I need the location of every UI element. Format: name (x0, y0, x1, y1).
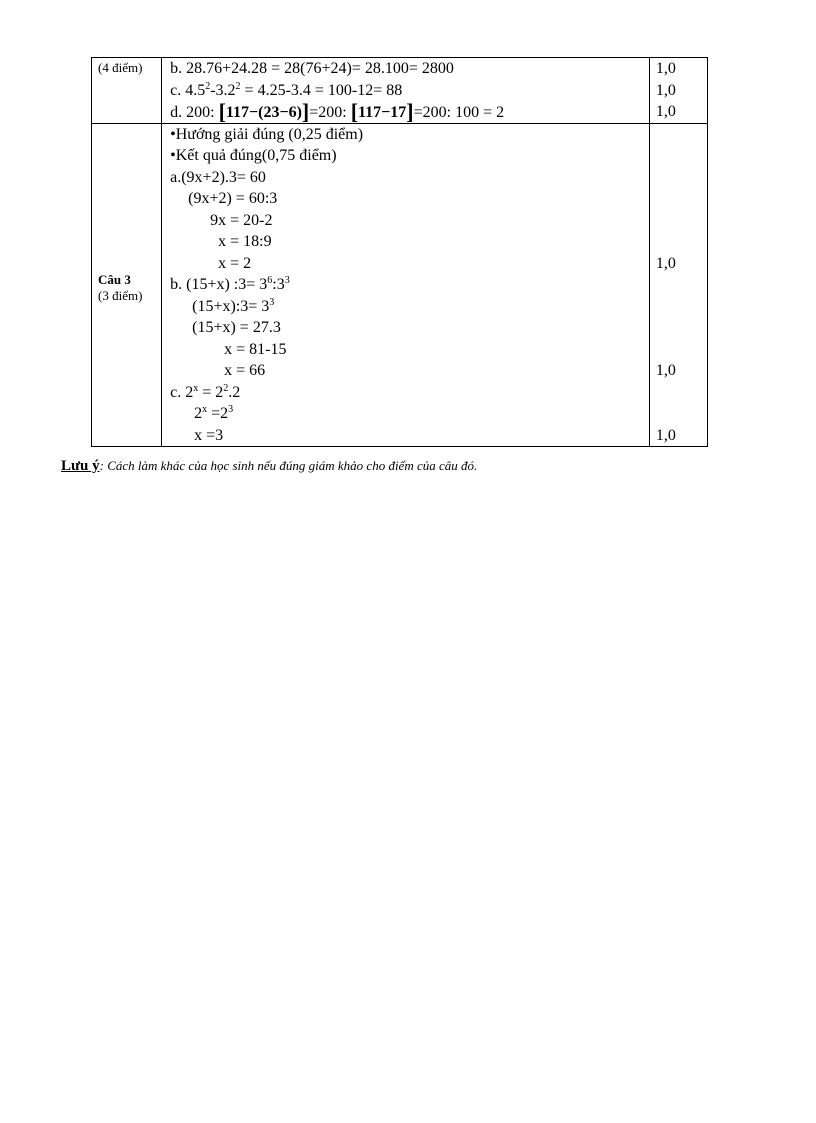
question-cell-q2 (92, 58, 162, 124)
note-label: Lưu ý (61, 458, 100, 474)
q3-b-line2 (162, 296, 649, 318)
q3-a-line4: x = 18:9 (218, 233, 272, 250)
q2-c-part1: c. 4.5 (170, 81, 206, 99)
q3-c-line1 (162, 382, 649, 404)
q3-c-l1-part2: = 2 (198, 383, 224, 401)
q3-c-l2-exponent1: x (202, 404, 208, 415)
q3-b-l1-exponent2: 3 (284, 275, 290, 286)
q3-a-line5: x = 2 (218, 254, 252, 272)
q3-b-line5: x = 66 (224, 362, 266, 379)
q2-c-exponent2: 2 (235, 80, 241, 92)
mark-spacer (650, 403, 707, 425)
q3-c-l1-part1: c. 2 (170, 383, 194, 401)
q2-d-part3: =200: 100 = 2 (413, 104, 505, 121)
mark-spacer (650, 274, 707, 296)
q3-c-l2-part1: 2 (194, 405, 203, 422)
solution-cell-q2 (162, 58, 650, 124)
answer-table (91, 57, 708, 447)
q3-guide-result: •Kết quả đúng(0,75 điểm) (170, 147, 337, 164)
mark-q3-c: 1,0 (655, 426, 676, 444)
q2-d-part2: =200: (309, 104, 351, 121)
mark-spacer (650, 124, 707, 146)
mark-spacer (650, 317, 707, 339)
q3-a-line1: a.(9x+2).3= 60 (170, 168, 266, 186)
q2-line-b: b. 28.76+24.28 = 28(76+24)= 28.100= 2800 (170, 60, 454, 77)
q2-points: (4 điểm) (98, 60, 143, 75)
mark-q2-d: 1,0 (655, 103, 676, 120)
q3-c-l1-part3: .2 (228, 383, 241, 401)
q3-c-line2 (162, 403, 649, 425)
q3-guide-direction: •Hướng giải đúng (0,25 điểm) (170, 125, 364, 143)
mark-spacer (650, 167, 707, 189)
mark-spacer (650, 210, 707, 232)
q3-b-line3: (15+x) = 27.3 (192, 319, 281, 336)
q3-a-line2: (9x+2) = 60:3 (188, 190, 278, 207)
mark-q3-a: 1,0 (655, 254, 676, 272)
q3-c-line3: x =3 (194, 426, 224, 444)
q2-line-c (162, 80, 649, 102)
marks-cell-q3 (649, 123, 707, 447)
q3-b-line1 (162, 274, 649, 296)
mark-q3-b: 1,0 (655, 362, 676, 379)
mark-q2-c: 1,0 (655, 81, 676, 99)
mark-spacer (650, 231, 707, 253)
q2-line-d (162, 101, 649, 123)
mark-spacer (650, 296, 707, 318)
solution-cell-q3 (162, 123, 650, 447)
marks-cell-q2 (649, 58, 707, 124)
q3-b-line4: x = 81-15 (224, 340, 287, 358)
note-text: : Cách làm khác của học sinh nếu đúng giám khảo cho điểm của câu đó. (99, 458, 478, 473)
q2-d-expr1: 117−(23−6) (225, 104, 302, 121)
q3-b-l1-part2: :3 (272, 276, 285, 293)
mark-spacer (650, 145, 707, 167)
note (61, 458, 477, 475)
q3-c-l2-exponent2: 3 (228, 404, 234, 415)
mark-spacer (650, 382, 707, 404)
q3-b-l1-exponent1: 6 (267, 275, 273, 286)
q2-d-bracket-open: [ (218, 99, 226, 124)
q2-d-bracket-close: ] (301, 99, 310, 124)
table-row-q3 (92, 123, 708, 447)
q3-b-l1-part1: b. (15+x) :3= 3 (170, 276, 268, 293)
q2-c-exponent1: 2 (205, 80, 211, 92)
q3-c-l2-part2: =2 (207, 405, 229, 422)
q3-c-l1-exponent2: 2 (223, 382, 229, 394)
q2-d-expr2: 117−17 (358, 104, 407, 121)
q3-a-line3: 9x = 20-2 (210, 211, 273, 229)
q3-points: (3 điểm) (98, 287, 143, 303)
q2-c-part3: = 4.25-3.4 = 100-12= 88 (240, 81, 403, 99)
q2-c-part2: -3.2 (210, 81, 236, 99)
table-row-q2 (92, 58, 708, 124)
q3-c-l1-exponent1: x (193, 382, 199, 394)
mark-spacer (650, 339, 707, 361)
question-cell-q3 (92, 123, 162, 447)
q2-d-bracket-close2: ] (406, 99, 414, 124)
mark-q2-b: 1,0 (655, 60, 676, 77)
q3-b-l2-exponent: 3 (269, 296, 275, 308)
q2-d-part1: d. 200: (170, 104, 219, 121)
mark-spacer (650, 188, 707, 210)
q2-d-bracket-open2: [ (350, 99, 359, 124)
q3-b-l2-part1: (15+x):3= 3 (192, 297, 270, 315)
q3-title: Câu 3 (98, 271, 131, 287)
